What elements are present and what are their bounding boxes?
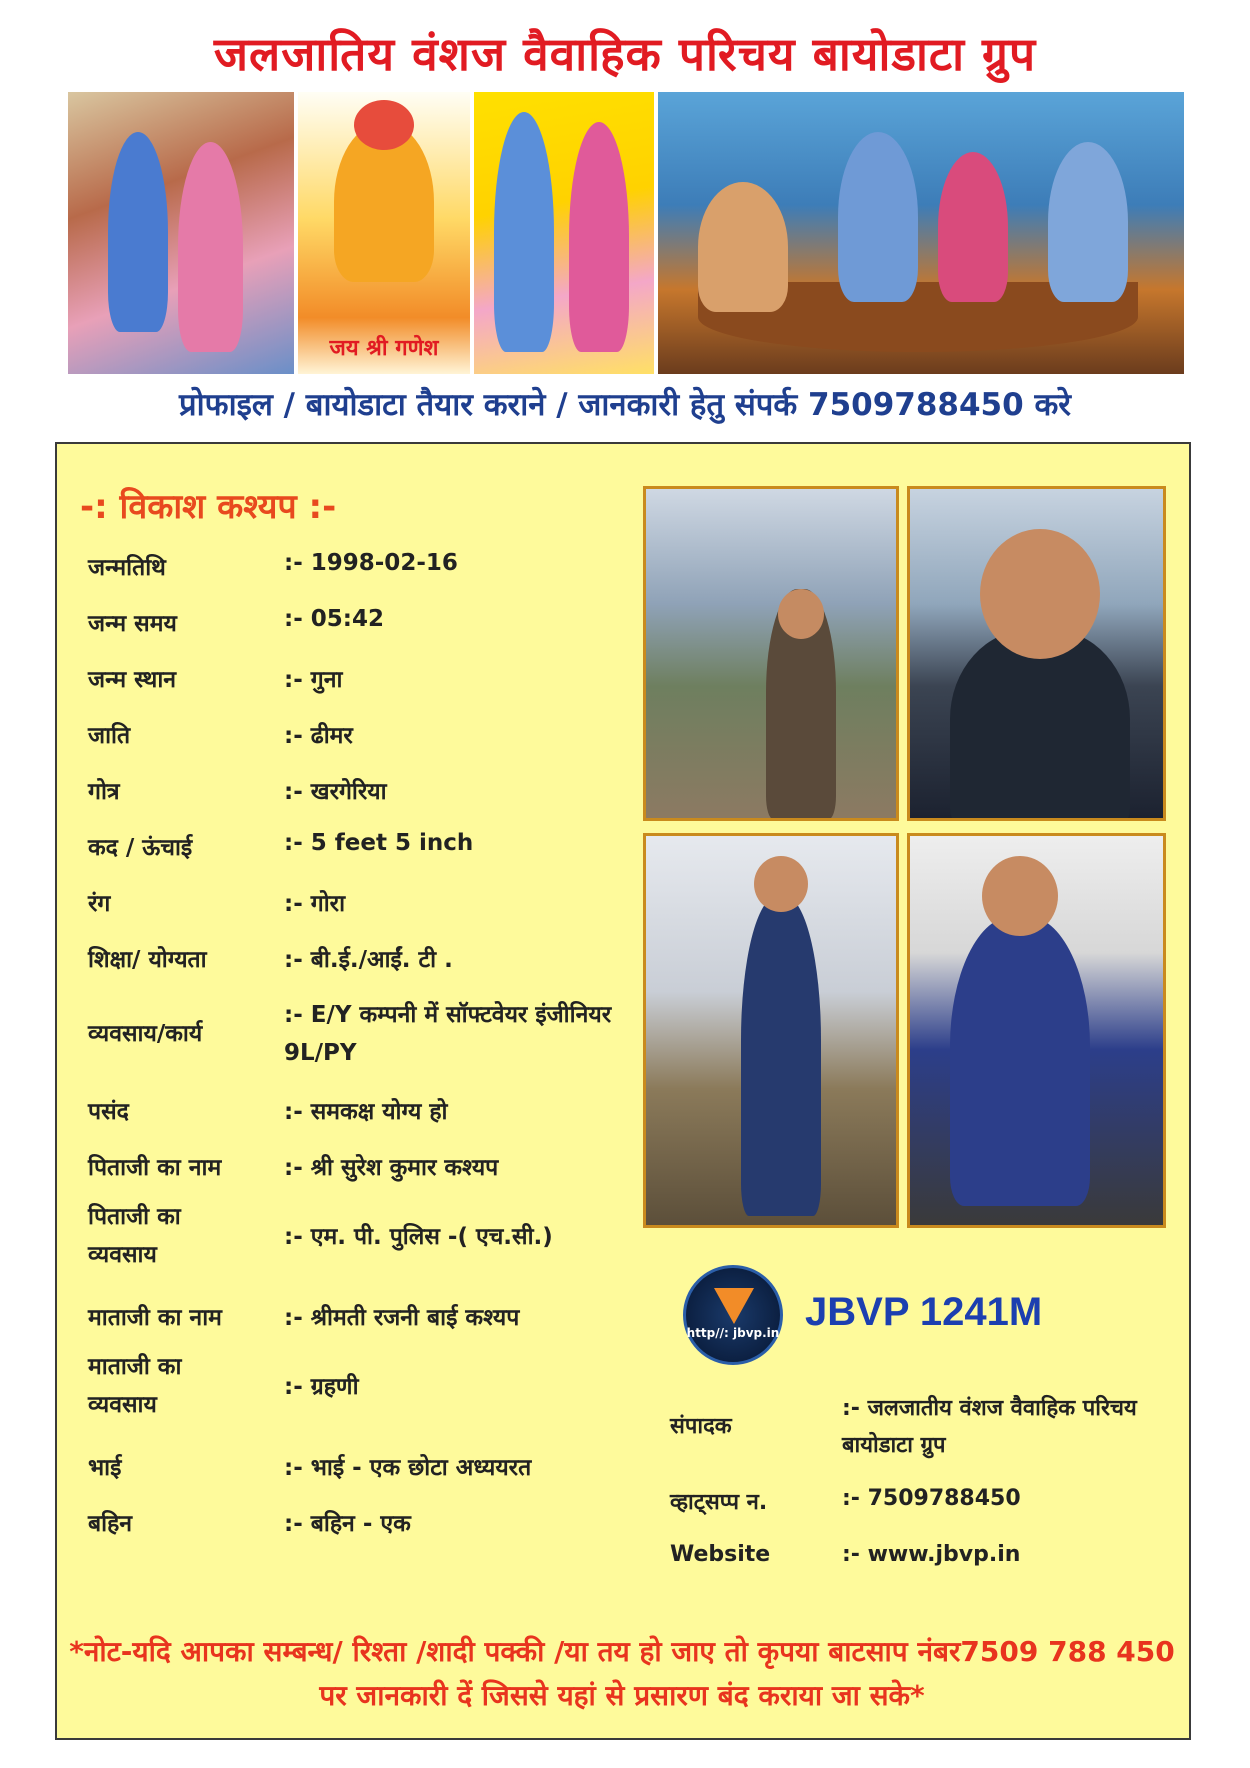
- logo-text: http//: jbvp.in: [686, 1326, 780, 1340]
- ganesh-caption: जय श्री गणेश: [329, 336, 439, 361]
- contact-label: व्हाट्सप्प न.: [670, 1490, 768, 1515]
- field-value: :- ढीमर: [284, 723, 353, 749]
- field-value: :- समकक्ष योग्य हो: [284, 1099, 448, 1125]
- field-value: :- 5 feet 5 inch: [284, 830, 474, 856]
- profile-photo-office: [907, 833, 1166, 1228]
- field-label: जन्मतिथि: [88, 555, 166, 581]
- field-value: :- बहिन - एक: [284, 1511, 411, 1537]
- profile-name: -: विकाश कश्यप :-: [80, 487, 337, 527]
- field-label: माताजी का व्यवसाय: [88, 1354, 182, 1418]
- field-label: जाति: [88, 723, 131, 749]
- profile-code: JBVP 1241M: [805, 1290, 1043, 1334]
- contact-label: Website: [670, 1542, 771, 1567]
- field-label: कद / ऊंचाई: [88, 835, 193, 861]
- contact-value: :- www.jbvp.in: [842, 1542, 1021, 1567]
- field-value: :- भाई - एक छोटा अध्ययरत: [284, 1455, 532, 1481]
- field-value: :- गुना: [284, 667, 343, 693]
- site-logo: [683, 1265, 783, 1365]
- field-label: गोत्र: [88, 779, 120, 805]
- field-label: जन्म स्थान: [88, 667, 177, 693]
- field-label: शिक्षा/ योग्यता: [88, 947, 207, 973]
- field-label: बहिन: [88, 1511, 133, 1537]
- field-label: रंग: [88, 891, 111, 917]
- field-label: भाई: [88, 1455, 122, 1481]
- profile-photo-standing: [643, 833, 899, 1228]
- field-label: माताजी का नाम: [88, 1305, 222, 1331]
- page-title: जलजातिय वंशज वैवाहिक परिचय बायोडाटा ग्रुप: [213, 27, 1037, 81]
- field-value: :- E/Y कम्पनी में सॉफ्टवेयर इंजीनियर 9L/PY: [284, 1002, 612, 1066]
- logo-star-icon: [714, 1288, 754, 1324]
- contact-value: :- 7509788450: [842, 1486, 1021, 1511]
- contact-label: संपादक: [670, 1414, 732, 1439]
- field-value: :- 05:42: [284, 606, 384, 632]
- banner-image-boat-scene: [658, 92, 1184, 374]
- field-value: :- ग्रहणी: [284, 1374, 359, 1400]
- field-value: :- बी.ई./आईं. टी .: [284, 947, 453, 973]
- field-value: :- एम. पी. पुलिस -( एच.सी.): [284, 1224, 553, 1250]
- field-value: :- खरगेरिया: [284, 779, 387, 805]
- profile-photo-mountain-shawl: [643, 486, 899, 821]
- field-value: :- 1998-02-16: [284, 550, 458, 576]
- field-label: पिताजी का व्यवसाय: [88, 1204, 181, 1268]
- banner-image-ram-sita-yellow: [474, 92, 654, 374]
- field-label: व्यवसाय/कार्य: [88, 1021, 203, 1047]
- footer-note: *नोट-यदि आपका सम्बन्ध/ रिश्ता /शादी पक्की /या तय हो जाए तो कृपया बाटसाप नंबर7509 788 450 पर जानकारी दें जिससे यहां से प्रसारण बंद कराया जा सके*: [69, 1635, 1175, 1712]
- field-value: :- श्रीमती रजनी बाई कश्यप: [284, 1305, 520, 1331]
- field-label: पिताजी का नाम: [88, 1155, 222, 1181]
- banner-image-ram-sita: [68, 92, 294, 374]
- field-label: जन्म समय: [88, 611, 177, 637]
- field-value: :- श्री सुरेश कुमार कश्यप: [284, 1155, 499, 1181]
- field-label: पसंद: [88, 1099, 129, 1125]
- contact-value: :- जलजातीय वंशज वैवाहिक परिचय बायोडाटा ग्रुप: [842, 1396, 1137, 1458]
- field-value: :- गोरा: [284, 891, 346, 917]
- profile-photo-selfie: [907, 486, 1166, 821]
- contact-subtitle: प्रोफाइल / बायोडाटा तैयार कराने / जानकारी हेतु संपर्क 7509788450 करे: [179, 387, 1071, 423]
